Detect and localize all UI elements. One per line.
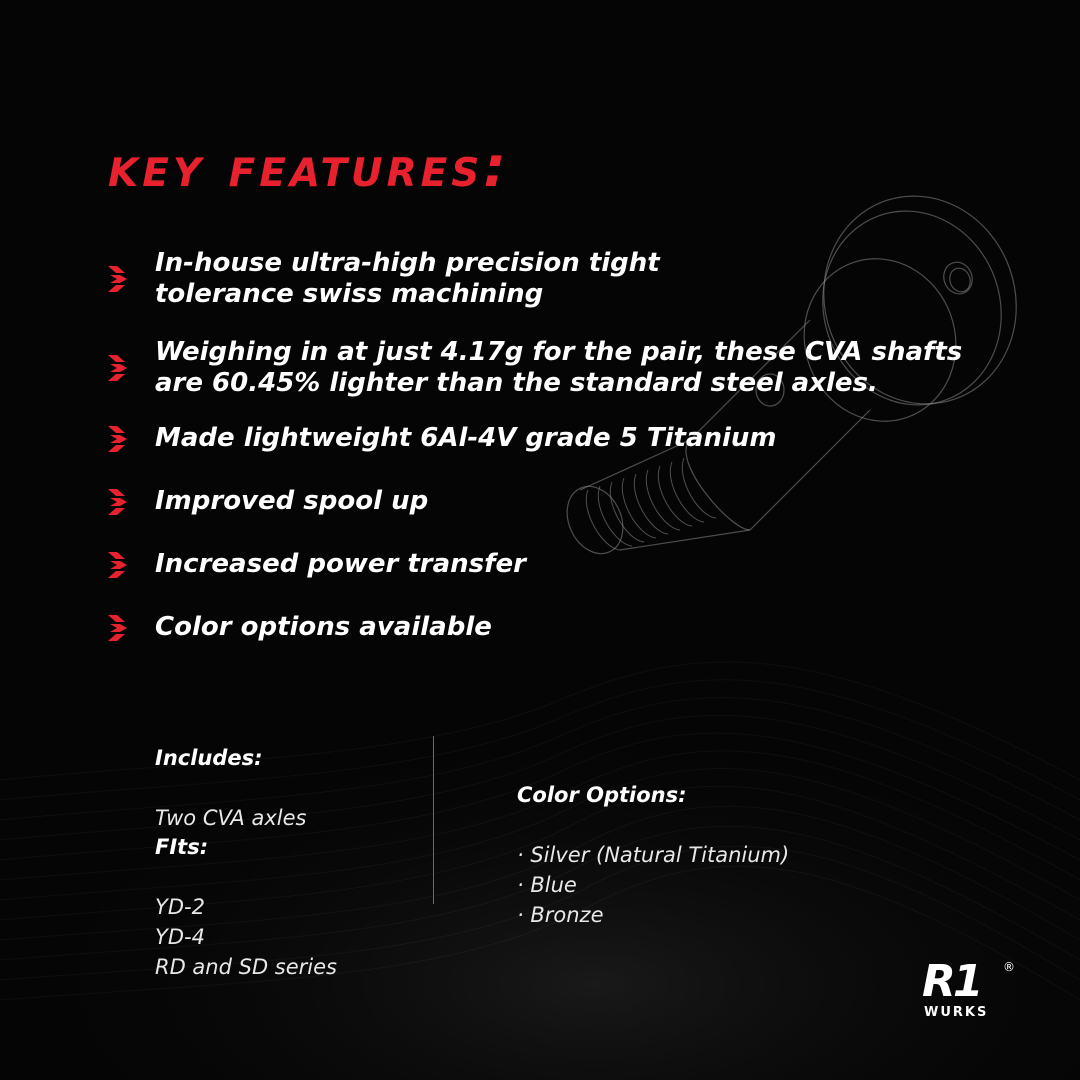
feature-item <box>108 612 492 643</box>
fits-body: YD-2 YD-4 RD and SD series <box>155 895 337 979</box>
feature-text: Color options available <box>155 612 492 642</box>
feature-text: Made lightweight 6Al-4V grade 5 Titanium <box>155 423 777 453</box>
feature-item <box>108 248 660 310</box>
column-divider <box>433 736 434 904</box>
feature-text: In-house ultra-high precision tight tolerance swiss machining <box>155 248 660 309</box>
registered-mark: ® <box>1003 960 1015 974</box>
includes-heading: Includes: <box>155 746 263 770</box>
feature-item <box>108 423 777 454</box>
feature-text: Increased power transfer <box>155 549 526 579</box>
page-title: key features: <box>108 135 510 200</box>
fits-heading: FIts: <box>155 835 209 859</box>
chevron-right-icon <box>108 426 128 452</box>
feature-item <box>108 337 962 399</box>
logo-wordmark: WURKS <box>924 1005 989 1020</box>
feature-item <box>108 486 428 517</box>
chevron-right-icon <box>108 552 128 578</box>
color-options-heading: Color Options: <box>517 783 687 807</box>
chevron-right-icon <box>108 489 128 515</box>
chevron-right-icon <box>108 615 128 641</box>
feature-item <box>108 549 526 580</box>
color-options-body: · Silver (Natural Titanium) · Blue · Bronze <box>517 843 790 927</box>
logo-mark: R1 <box>922 956 981 1007</box>
feature-text: Improved spool up <box>155 486 429 516</box>
chevron-right-icon <box>108 355 128 381</box>
includes-body: Two CVA axles <box>155 806 307 830</box>
chevron-right-icon <box>108 266 128 292</box>
r1-wurks-logo <box>922 956 1018 1024</box>
fits-block <box>155 802 337 1012</box>
feature-text: Weighing in at just 4.17g for the pair, these CVA shafts are 60.45% lighter than the standard steel axles. <box>155 337 963 398</box>
color-options-block <box>517 750 789 960</box>
